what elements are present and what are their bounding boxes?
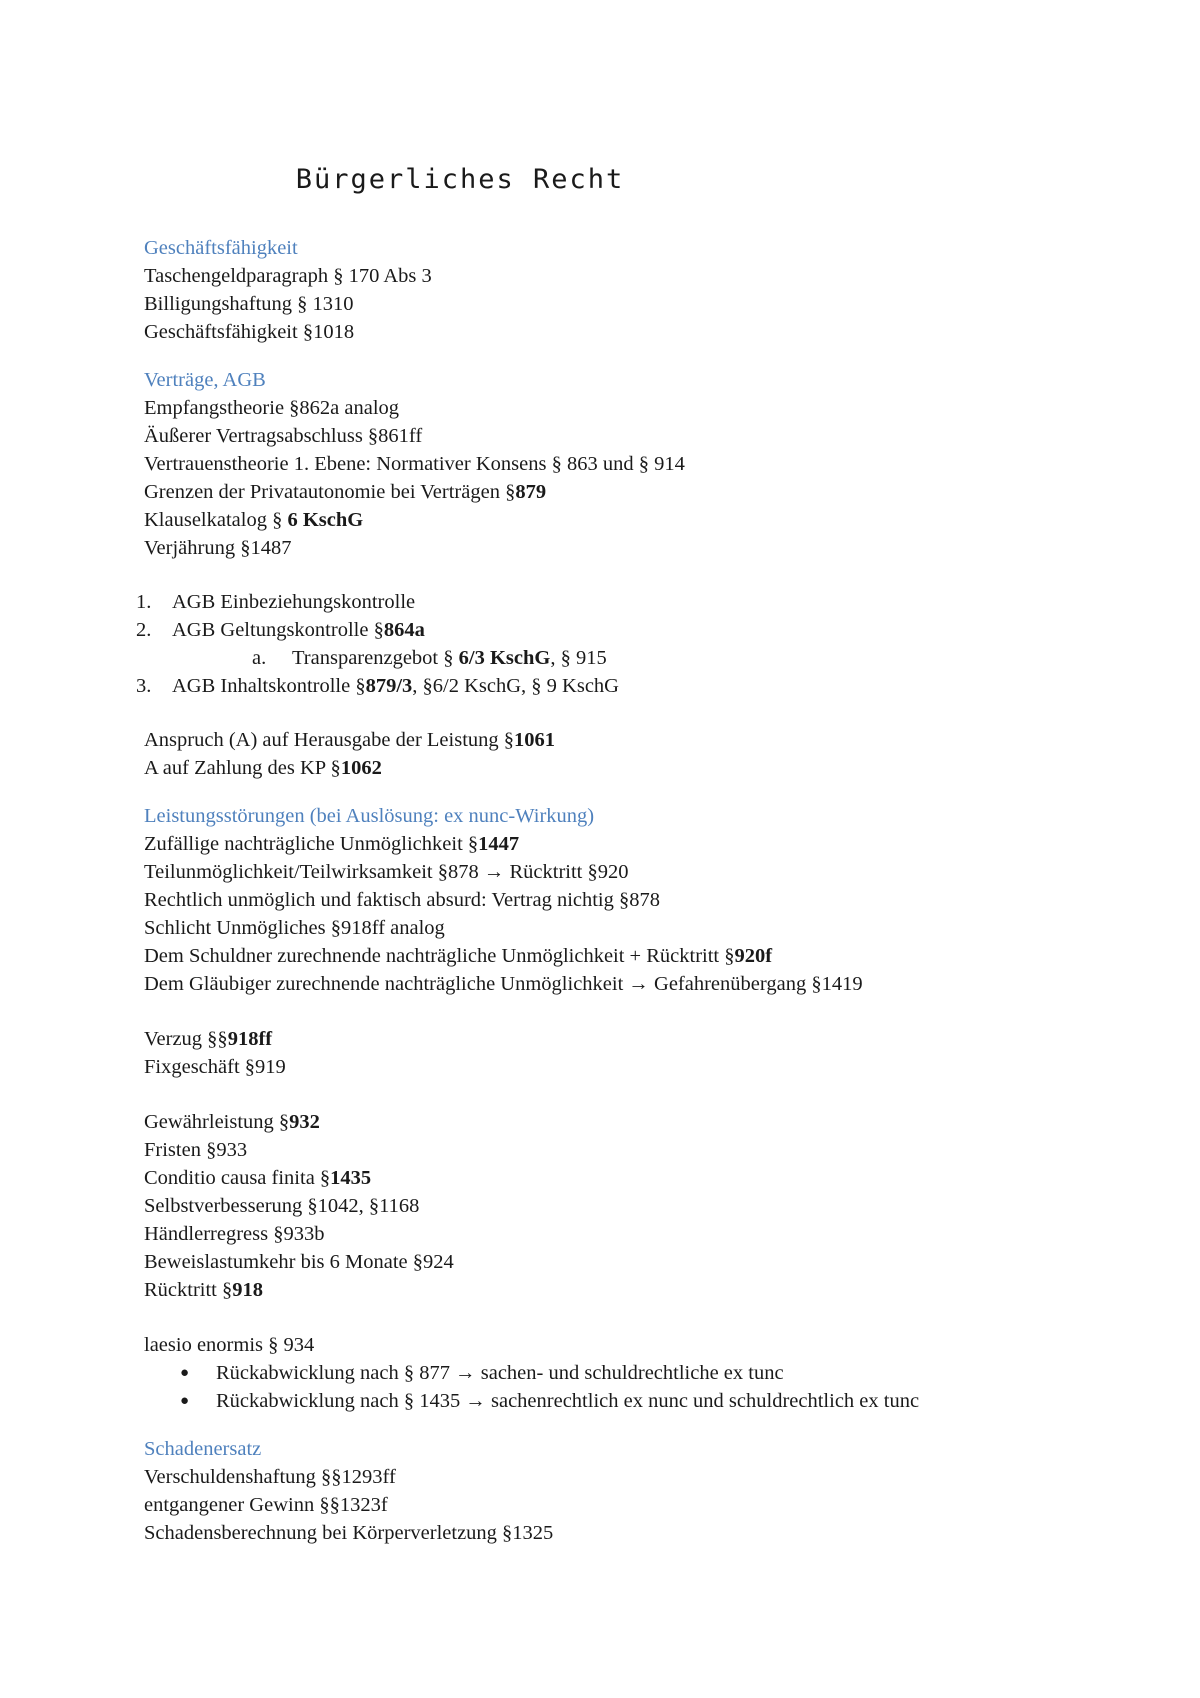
list-item: Billigungshaftung § 1310 xyxy=(144,293,354,315)
arrow-icon: → xyxy=(628,973,649,995)
list-item xyxy=(144,506,363,534)
document-title: Bürgerliches Recht xyxy=(295,164,625,195)
arrow-icon: → xyxy=(483,861,505,883)
list-item: Beweislastumkehr bis 6 Monate §924 xyxy=(144,1251,454,1273)
item-text: Transparenzgebot § xyxy=(292,647,459,669)
item-text: A auf Zahlung des KP § xyxy=(144,757,341,779)
list-item: Empfangstheorie §862a analog xyxy=(144,397,400,419)
list-item xyxy=(144,726,555,754)
item-bold: 918 xyxy=(232,1279,264,1301)
list-item: Taschengeldparagraph § 170 Abs 3 xyxy=(144,265,432,287)
list-item xyxy=(144,830,519,858)
list-item: Vertrauenstheorie 1. Ebene: Normativer Konsens § 863 und § 914 xyxy=(144,453,685,475)
list-item: laesio enormis § 934 xyxy=(144,1334,315,1356)
item-text: Zufällige nachträgliche Unmöglichkeit § xyxy=(144,833,479,855)
list-item: Fixgeschäft §919 xyxy=(144,1056,286,1078)
list-item xyxy=(144,1276,263,1304)
heading-schadenersatz: Schadenersatz xyxy=(144,1438,262,1460)
list-item xyxy=(144,858,629,886)
item-bold: 6/3 KschG xyxy=(458,647,551,669)
list-item: Verschuldenshaftung §§1293ff xyxy=(144,1466,396,1488)
item-bold: 6 KschG xyxy=(287,509,364,531)
list-item xyxy=(144,754,382,782)
heading-leistungsstoerungen: Leistungsstörungen (bei Auslösung: ex nunc-Wirkung) xyxy=(144,805,595,827)
list-item: Schlicht Unmögliches §918ff analog xyxy=(144,917,445,939)
heading-vertraege-agb: Verträge, AGB xyxy=(144,369,266,391)
bullet-icon: ● xyxy=(180,1393,190,1409)
item-text: Gewährleistung § xyxy=(144,1111,290,1133)
item-text: Teilunmöglichkeit/Teilwirksamkeit §878 xyxy=(144,861,484,883)
list-item: entgangener Gewinn §§1323f xyxy=(144,1494,388,1516)
item-bold: 1447 xyxy=(478,833,520,855)
list-item: Rechtlich unmöglich und faktisch absurd: Vertrag nichtig §878 xyxy=(144,889,661,911)
item-bold: 1062 xyxy=(340,757,382,779)
item-bold: 879/3 xyxy=(365,675,413,697)
list-item xyxy=(144,942,772,970)
item-text: Verzug §§ xyxy=(144,1028,228,1050)
item-text: Conditio causa finita § xyxy=(144,1167,331,1189)
item-text: Rücktritt § xyxy=(144,1279,233,1301)
item-bold: 1435 xyxy=(330,1167,372,1189)
item-text: Gefahrenübergang §1419 xyxy=(648,973,863,995)
list-item: Äußerer Vertragsabschluss §861ff xyxy=(144,425,423,447)
bullet-icon: ● xyxy=(180,1365,190,1381)
list-item: Verjährung §1487 xyxy=(144,537,292,559)
item-text: Dem Gläubiger zurechnende nachträgliche Unmöglichkeit xyxy=(144,973,629,995)
list-number: 3. xyxy=(136,675,152,697)
list-number: 1. xyxy=(136,591,152,613)
item-text: , § 915 xyxy=(550,647,607,669)
list-item xyxy=(144,1025,272,1053)
list-number: 2. xyxy=(136,619,152,641)
list-item xyxy=(144,1164,371,1192)
item-bold: 918ff xyxy=(227,1028,273,1050)
item-bold: 1061 xyxy=(514,729,556,751)
item-text: Rücktritt §920 xyxy=(504,861,629,883)
item-bold: 864a xyxy=(383,619,425,641)
item-text: Rückabwicklung nach § 877 xyxy=(216,1362,456,1384)
list-item: Selbstverbesserung §1042, §1168 xyxy=(144,1195,420,1217)
list-item: Schadensberechnung bei Körperverletzung §1325 xyxy=(144,1522,554,1544)
arrow-icon: → xyxy=(465,1390,486,1412)
list-item xyxy=(144,478,546,506)
item-text: Anspruch (A) auf Herausgabe der Leistung § xyxy=(144,729,515,751)
item-bold: 932 xyxy=(289,1111,320,1133)
list-item: Fristen §933 xyxy=(144,1139,248,1161)
item-text: Klauselkatalog § xyxy=(144,509,288,531)
list-item: Geschäftsfähigkeit §1018 xyxy=(144,321,355,343)
list-letter: a. xyxy=(252,647,267,669)
list-item xyxy=(144,970,863,998)
heading-geschaeftsfaehigkeit: Geschäftsfähigkeit xyxy=(144,237,298,259)
item-text: Rückabwicklung nach § 1435 xyxy=(216,1390,466,1412)
item-text: AGB Geltungskontrolle § xyxy=(172,619,384,641)
item-text: AGB Einbeziehungskontrolle xyxy=(172,591,416,613)
item-text: AGB Inhaltskontrolle § xyxy=(172,675,366,697)
arrow-icon: → xyxy=(455,1362,476,1384)
item-text: Dem Schuldner zurechnende nachträgliche Unmöglichkeit + Rücktritt § xyxy=(144,945,735,967)
item-text: sachen- und schuldrechtliche ex tunc xyxy=(475,1362,784,1384)
list-item: Händlerregress §933b xyxy=(144,1223,325,1245)
item-text: , §6/2 KschG, § 9 KschG xyxy=(412,675,619,697)
item-bold: 879 xyxy=(515,481,547,503)
item-text: Grenzen der Privatautonomie bei Verträgen § xyxy=(144,481,516,503)
item-text: sachenrechtlich ex nunc und schuldrechtlich ex tunc xyxy=(485,1390,920,1412)
list-item xyxy=(144,1108,320,1136)
item-bold: 920f xyxy=(734,945,773,967)
